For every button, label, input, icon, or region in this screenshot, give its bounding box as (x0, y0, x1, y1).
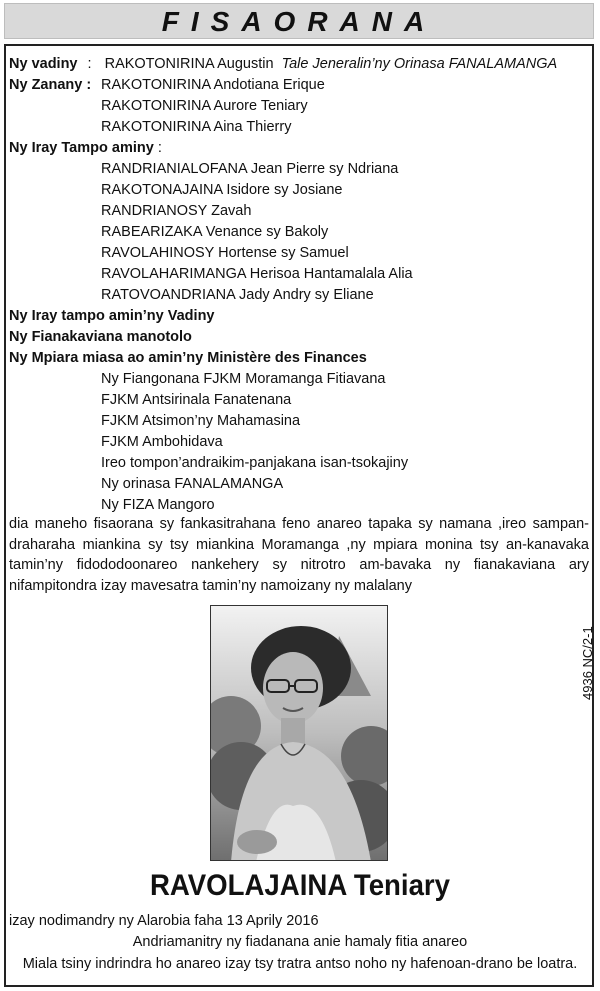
child-name: RAKOTONIRINA Aina Thierry (101, 119, 292, 135)
close-family-line: Ny Fianakaviana manotolo (9, 329, 192, 345)
sibling-name: RAKOTONAJAINA Isidore sy Josiane (101, 182, 343, 198)
organization-item: Ny Fiangonana FJKM Moramanga Fitiavana (101, 371, 386, 387)
organization-item: FJKM Atsimon’ny Mahamasina (101, 413, 301, 429)
page-title: FISAORANA (161, 6, 437, 37)
sibling-name: RAVOLAHARIMANGA Herisoa Hantamalala Alia (101, 266, 413, 282)
spouse-line (9, 54, 557, 74)
apology-line: Miala tsiny indrindra ho anareo izay tsy tratra antso noho ny hafenoan-drano be loatra. (22, 956, 578, 972)
header-bar (4, 3, 594, 39)
siblings-heading (9, 138, 162, 158)
portrait-illustration (211, 606, 388, 861)
organization-item: FJKM Antsirinala Fanatenana (101, 392, 292, 408)
spouse-title: Tale Jeneralin’ny Orinasa FANALAMANGA (281, 56, 558, 72)
sibling-name: RABEARIZAKA Venance sy Bakoly (101, 224, 329, 240)
thanks-paragraph: dia maneho fisaorana sy fankasitrahana feno anareo tapaka sy namana ,ireo sampan-draharaha miankina sy tsy miankina Moramanga ,ny mpiara monina tsy an-kanavaka tamin’ny fidododoonareo nankehery sy nitrotro am-bavaka ny fianakaviana ary nifampitondra izay mavesatra tamin’ny namoizany ny malalany (9, 516, 589, 594)
spouse-label: Ny vadiny (9, 56, 78, 72)
husband-siblings-line: Ny Iray tampo amin’ny Vadiny (9, 308, 215, 324)
reference-code: 4936 NC/2-1 (580, 626, 595, 700)
colleagues-line: Ny Mpiara miasa ao amin’ny Ministère des Finances (9, 350, 367, 366)
child-name: RAKOTONIRINA Aurore Teniary (101, 98, 308, 114)
organization-item: Ireo tompon’andraikim-panjakana isan-tsokajiny (101, 455, 409, 471)
children-label: Ny Zanany : (9, 77, 92, 93)
deceased-name: RAVOLAJAINA Teniary (149, 869, 451, 902)
sibling-name: RATOVOANDRIANA Jady Andry sy Eliane (101, 287, 374, 303)
child-name: RAKOTONIRINA Andotiana Erique (101, 77, 325, 93)
sibling-name: RANDRIANOSY Zavah (101, 203, 252, 219)
siblings-suffix: : (157, 140, 162, 156)
spouse-separator: : (87, 56, 92, 72)
sibling-name: RAVOLAHINOSY Hortense sy Samuel (101, 245, 349, 261)
sibling-name: RANDRIANIALOFANA Jean Pierre sy Ndriana (101, 161, 399, 177)
organization-item: Ny FIZA Mangoro (101, 497, 215, 513)
portrait-photo (210, 605, 388, 861)
organization-item: Ny orinasa FANALAMANGA (101, 476, 284, 492)
death-date-line: izay nodimandry ny Alarobia faha 13 Aprily 2016 (9, 913, 319, 929)
spouse-name: RAKOTONIRINA Augustin (104, 56, 274, 72)
organization-item: FJKM Ambohidava (101, 434, 223, 450)
siblings-label: Ny Iray Tampo aminy (9, 140, 154, 156)
blessing-line: Andriamanitry ny fiadanana anie hamaly fitia anareo (132, 934, 468, 950)
